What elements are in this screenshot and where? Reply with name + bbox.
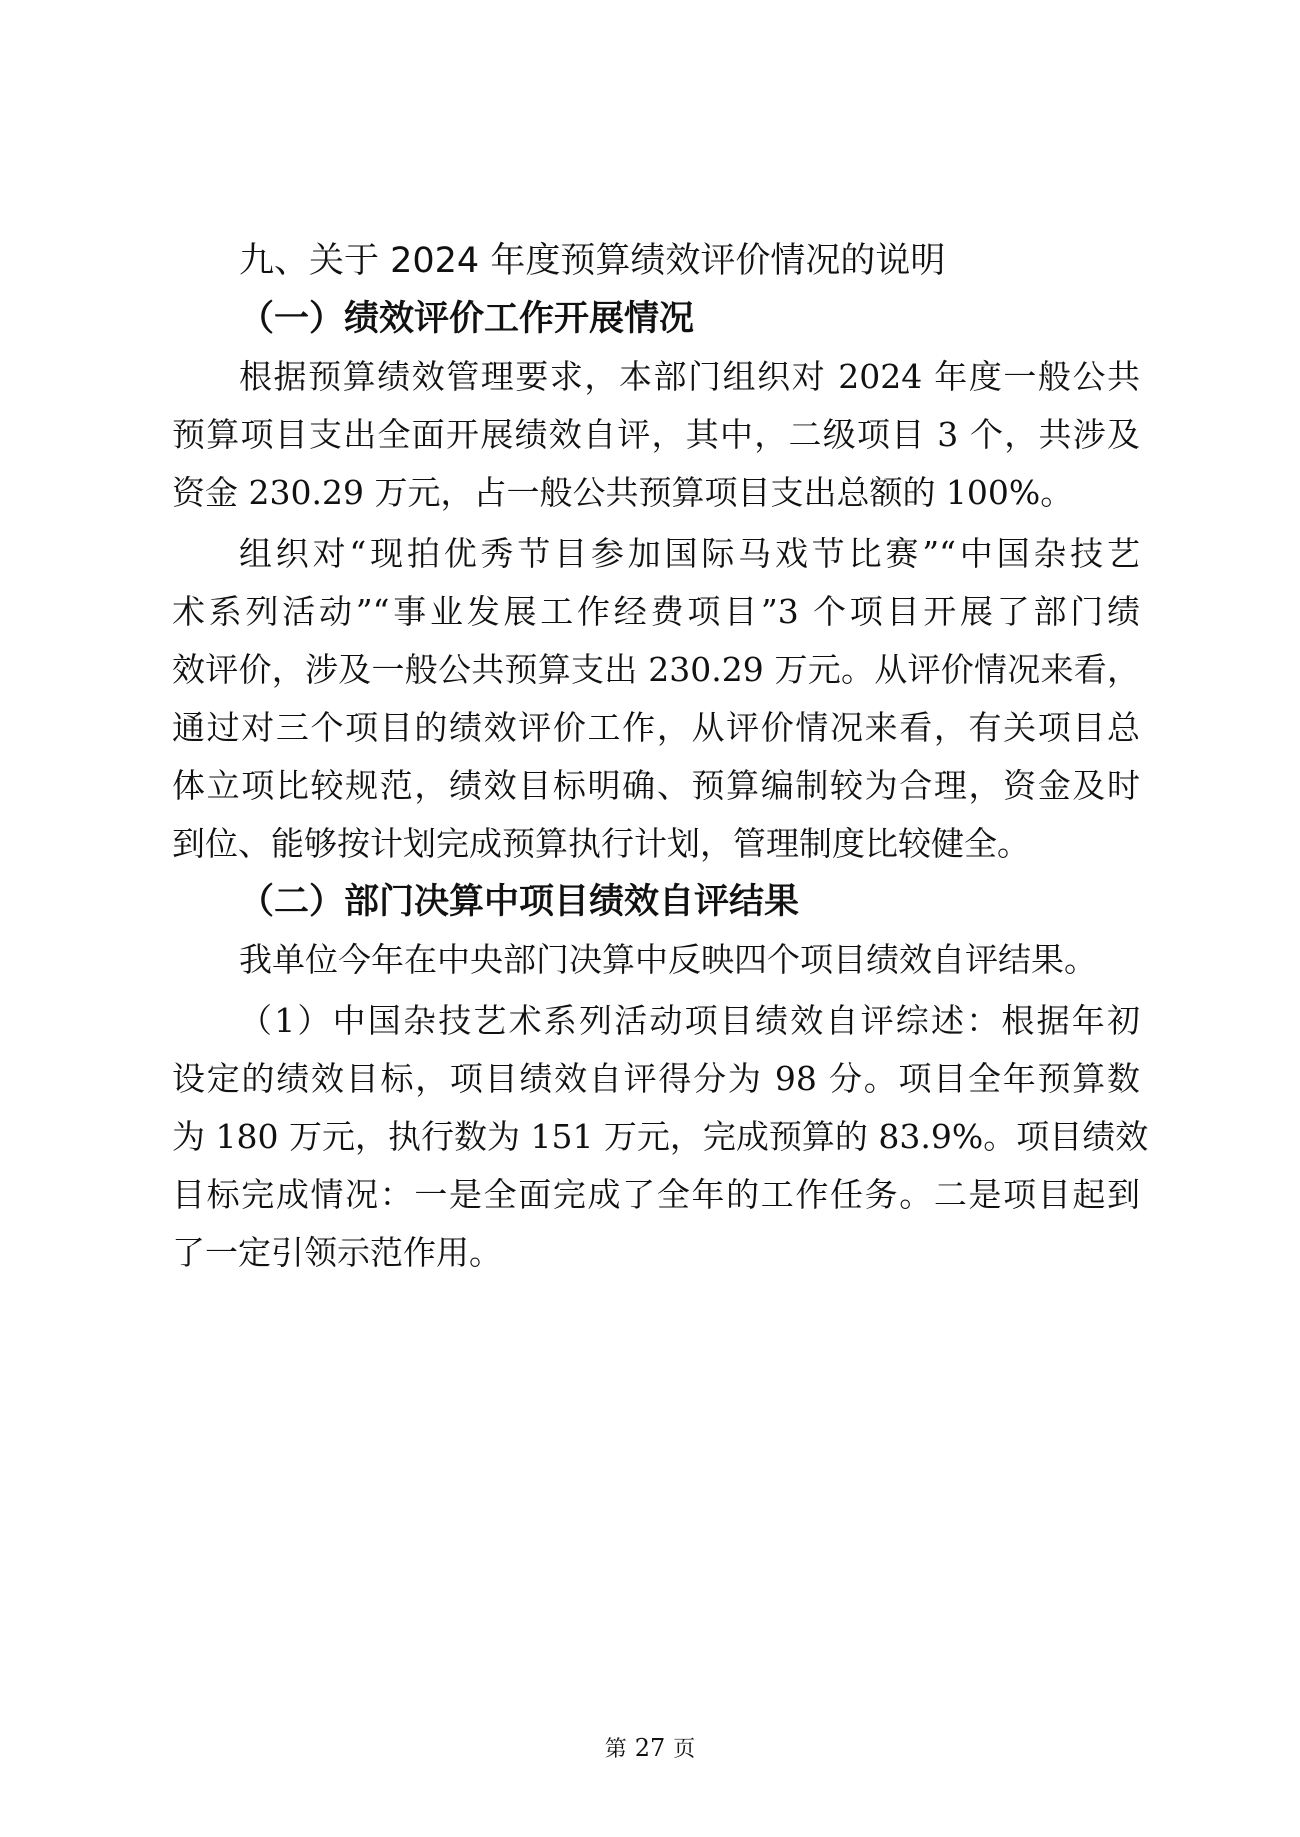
paragraph-four-projects [172, 931, 1140, 989]
paragraph-line: 资金 230.29 万元，占一般公共预算项目支出总额的 100%。 [172, 473, 1074, 512]
page-number-suffix: 页 [673, 1737, 696, 1762]
paragraph-line: 我单位今年在中央部门决算中反映四个项目绩效自评结果。 [239, 940, 1097, 979]
subheading-self-evaluation-results: （二）部门决算中项目绩效自评结果 [239, 882, 800, 922]
paragraph-line: 目标完成情况：一是全面完成了全年的工作任务。二是项目起到 [172, 1175, 1140, 1214]
paragraph-acrobatics-project [172, 992, 1149, 1282]
paragraph-line: 效评价，涉及一般公共预算支出 230.29 万元。从评价情况来看， [172, 650, 1140, 689]
paragraph-line: 预算项目支出全面开展绩效自评，其中，二级项目 3 个，共涉及 [172, 415, 1140, 454]
paragraph-line: 了一定引领示范作用。 [172, 1233, 502, 1272]
paragraph-line: 到位、能够按计划完成预算执行计划，管理制度比较健全。 [172, 824, 1030, 863]
page-number: 27 [634, 1734, 666, 1762]
paragraph-line: 组织对“现拍优秀节目参加国际马戏节比赛”“中国杂技艺 [239, 534, 1140, 573]
paragraph-line: 体立项比较规范，绩效目标明确、预算编制较为合理，资金及时 [172, 766, 1140, 805]
paragraph-line: 根据预算绩效管理要求，本部门组织对 2024 年度一般公共 [239, 357, 1140, 396]
paragraph-line: （1）中国杂技艺术系列活动项目绩效自评综述：根据年初 [239, 1001, 1140, 1040]
paragraph-line: 通过对三个项目的绩效评价工作，从评价情况来看，有关项目总 [172, 708, 1140, 747]
section-heading: 九、关于 2024 年度预算绩效评价情况的说明 [239, 241, 946, 281]
subheading-evaluation-work: （一）绩效评价工作开展情况 [239, 299, 695, 339]
paragraph-line: 为 180 万元，执行数为 151 万元，完成预算的 83.9%。项目绩效 [172, 1117, 1149, 1156]
paragraph-line: 术系列活动”“事业发展工作经费项目”3 个项目开展了部门绩 [172, 592, 1140, 631]
page-number-prefix: 第 [604, 1737, 627, 1762]
paragraph-line: 设定的绩效目标，项目绩效自评得分为 98 分。项目全年预算数 [172, 1059, 1140, 1098]
paragraph-project-evaluation [172, 525, 1140, 873]
paragraph-budget-requirements [172, 348, 1140, 522]
document-body [172, 232, 1149, 1282]
page-footer [0, 1733, 1300, 1765]
